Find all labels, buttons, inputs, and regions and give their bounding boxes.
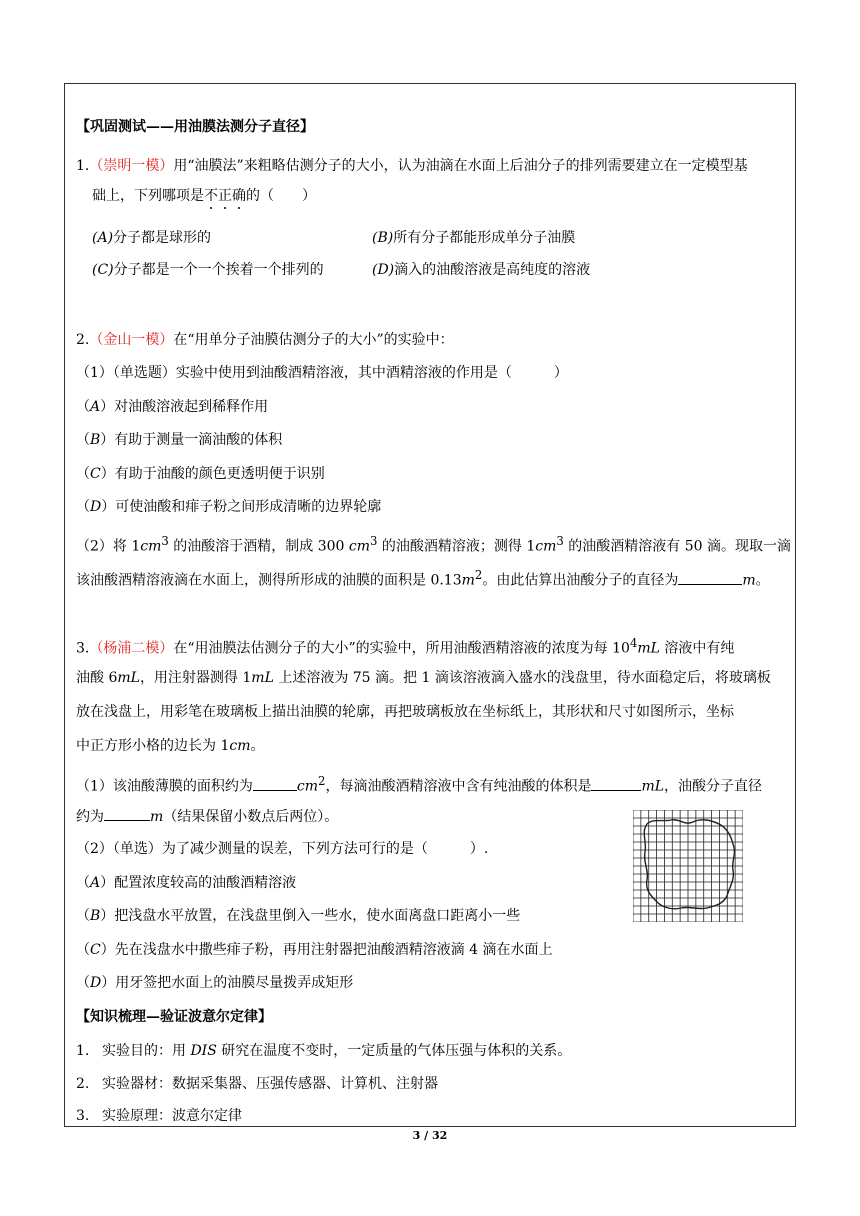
question-3-line-2: 油酸 6mL，用注射器测得 1mL 上述溶液为 75 滴。把 1 滴该溶液滴入盛水的浅盘里，待水面稳定后，将玻璃板 — [76, 670, 771, 686]
question-3-sub-1-line-1: （1）该油酸薄膜的面积约为 $cm^2$，每滴油酸酒精溶液中含有纯油酸的体积是 mL，油酸分子直径 — [76, 774, 763, 795]
knowledge-item-1: 1. 实验目的：用 DIS 研究在温度不变时，一定质量的气体压强与体积的关系。 — [76, 1043, 572, 1059]
emphasis-char: 确 — [232, 188, 246, 204]
question-3-line-3: 放在浅盘上，用彩笔在玻璃板上描出油膜的轮廓，再把玻璃板放在坐标纸上，其形状和尺寸如图所示，坐标 — [76, 704, 734, 720]
answer-blank[interactable] — [591, 775, 641, 791]
coordinate-grid — [633, 810, 743, 922]
oil-film-grid-figure — [633, 810, 743, 922]
answer-blank[interactable] — [104, 805, 150, 821]
option-d: （D）可使油酸和痱子粉之间形成清晰的边界轮廓 — [76, 499, 382, 515]
option-c: （C）有助于油酸的颜色更透明便于识别 — [76, 466, 325, 482]
option-a: （A）对油酸溶液起到稀释作用 — [76, 399, 269, 415]
question-number: 2. — [76, 332, 90, 348]
section-title-consolidation: 【巩固测试——用油膜法测分子直径】 — [76, 119, 314, 135]
question-2-sub-2-line-1: （2）将 $1cm^3$ 的油酸溶于酒精，制成 300 $cm^3$ 的油酸酒精溶液；测得 $1cm^3$ 的油酸酒精溶液有 50 滴。现取一滴 — [76, 534, 791, 555]
answer-blank[interactable] — [678, 569, 742, 585]
option-a: (A)分子都是球形的 — [92, 230, 212, 246]
question-3-sub-1-line-2: 约为 m（结果保留小数点后两位）。 — [76, 805, 338, 827]
question-3-line-1: 3.（杨浦二模）在“用油膜法估测分子的大小”的实验中，所用油酸酒精溶液的浓度为每 $10^4mL$ 溶液中有纯 — [76, 636, 735, 657]
answer-blank[interactable] — [253, 775, 297, 791]
question-source: （崇明一模） — [89, 158, 174, 174]
section-title-knowledge: 【知识梳理—验证波意尔定律】 — [76, 1009, 272, 1025]
question-1-line-1: 1.（崇明一模）用“油膜法”来粗略估测分子的大小，认为油滴在水面上后油分子的排列需要建立在一定模型基 — [76, 158, 748, 174]
question-2-sub-2-line-2: 该油酸酒精溶液滴在水面上，测得所形成的油膜的面积是 $0.13m^2$。由此估算出油酸分子的直径为 m。 — [76, 568, 770, 589]
knowledge-item-3: 3. 实验原理：波意尔定律 — [76, 1108, 242, 1124]
emphasis-char: 正 — [218, 188, 232, 204]
oil-film-outline — [644, 820, 734, 909]
question-1-line-2: 础上，下列哪项是不正确的（ ） — [92, 188, 316, 204]
question-2-intro: 2.（金山一模）在“用单分子油膜估测分子的大小”的实验中： — [76, 332, 454, 348]
option-d: （D）用牙签把水面上的油膜尽量拨弄成矩形 — [76, 975, 354, 991]
option-b: （B）有助于测量一滴油酸的体积 — [76, 432, 283, 448]
option-c: （C）先在浅盘水中撒些痱子粉，再用注射器把油酸酒精溶液滴 4 滴在水面上 — [76, 942, 553, 958]
option-b: （B）把浅盘水平放置，在浅盘里倒入一些水，使水面离盘口距离小一些 — [76, 908, 521, 924]
question-3-line-4: 中正方形小格的边长为 1cm。 — [76, 738, 265, 754]
question-source: （杨浦二模） — [89, 640, 174, 657]
emphasis-char: 不 — [204, 188, 218, 204]
question-number: 1. — [76, 158, 90, 174]
question-number: 3. — [76, 640, 90, 657]
option-c: (C)分子都是一个一个挨着一个排列的 — [92, 262, 324, 278]
option-b: (B)所有分子都能形成单分子油膜 — [372, 230, 576, 246]
question-source: （金山一模） — [89, 332, 174, 348]
page-number: 3 / 32 — [412, 1129, 448, 1142]
question-2-sub-1: （1）（单选题）实验中使用到油酸酒精溶液，其中酒精溶液的作用是（ ） — [76, 365, 568, 381]
question-3-sub-2: （2）（单选）为了减少测量的误差，下列方法可行的是（ ）. — [76, 841, 489, 857]
option-d: (D)滴入的油酸溶液是高纯度的溶液 — [372, 262, 591, 278]
option-a: （A）配置浓度较高的油酸酒精溶液 — [76, 875, 297, 891]
knowledge-item-2: 2. 实验器材：数据采集器、压强传感器、计算机、注射器 — [76, 1076, 438, 1092]
